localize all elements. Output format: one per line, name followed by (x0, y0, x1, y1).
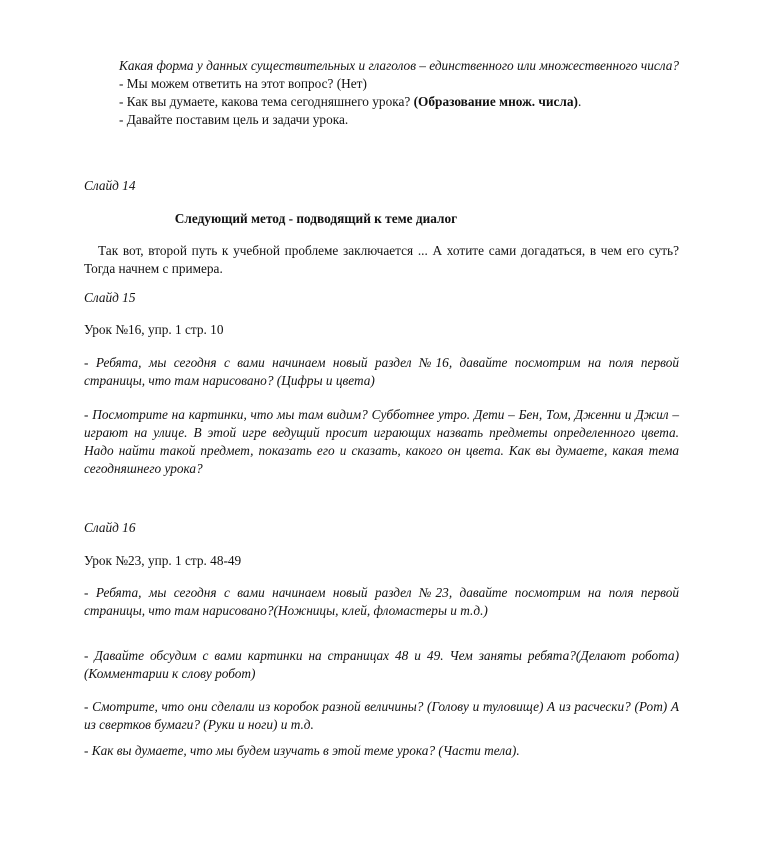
opening-line-goal: - Давайте поставим цель и задачи урока. (119, 112, 349, 127)
slide-15-lesson: Урок №16, упр. 1 стр. 10 (84, 322, 224, 337)
opening-line-answer: - Мы можем ответить на этот вопрос? (Нет) (119, 76, 367, 91)
topic-answer: (Образование множ. числа) (413, 94, 578, 109)
method-heading: Следующий метод - подводящий к теме диалог (174, 211, 458, 226)
slide-16-paragraph-1: - Ребята, мы сегодня с вами начинаем новый раздел №23, давайте посмотрим на поля первой страницы, что там нарисовано?(Ножницы, клей, фломастеры и т.д.) (84, 585, 679, 618)
slide-16-label: Слайд 16 (84, 520, 136, 535)
topic-end: . (577, 94, 582, 109)
slide-15-paragraph-2: - Посмотрите на картинки, что мы там видим? Субботнее утро. Дети – Бен, Том, Дженни и Джил – играют на улице. В этой игре ведущий просит играющих назвать предметы определенного цвета. Надо найти такой предмет, показать его и сказать, какого он цвета. Как вы думаете, какая тема сегодняшнего урока? (84, 407, 679, 476)
opening-question: Какая форма у данных существительных и глаголов – единственного или множественного числа? (119, 58, 680, 73)
slide-16-paragraph-2: - Давайте обсудим с вами картинки на страницах 48 и 49. Чем заняты ребята?(Делают робота) (Комментарии к слову робот) (84, 648, 679, 681)
slide-15-paragraph-1: - Ребята, мы сегодня с вами начинаем новый раздел №16, давайте посмотрим на поля первой страницы, что там нарисовано? (Цифры и цвета) (84, 355, 679, 388)
topic-question: - Как вы думаете, какова тема сегодняшнего урока? (119, 94, 414, 109)
opening-block (0, 57, 761, 129)
slide-16-paragraph-3: - Смотрите, что они сделали из коробок разной величины? (Голову и туловище) А из расчески? (Рот) А из свертков бумаги? (Руки и ноги) и т.д. (84, 699, 679, 732)
slide-15-label: Слайд 15 (84, 290, 136, 305)
slide-16-lesson: Урок №23, упр. 1 стр. 48-49 (84, 553, 242, 568)
slide-16-paragraph-4: - Как вы думаете, что мы будем изучать в этой теме урока? (Части тела). (84, 743, 520, 758)
slide-14-paragraph: Так вот, второй путь к учебной проблеме заключается ... А хотите сами догадаться, в чем его суть? Тогда начнем с примера. (84, 243, 679, 276)
slide-14-label: Слайд 14 (84, 178, 136, 193)
opening-line-topic (119, 93, 714, 111)
